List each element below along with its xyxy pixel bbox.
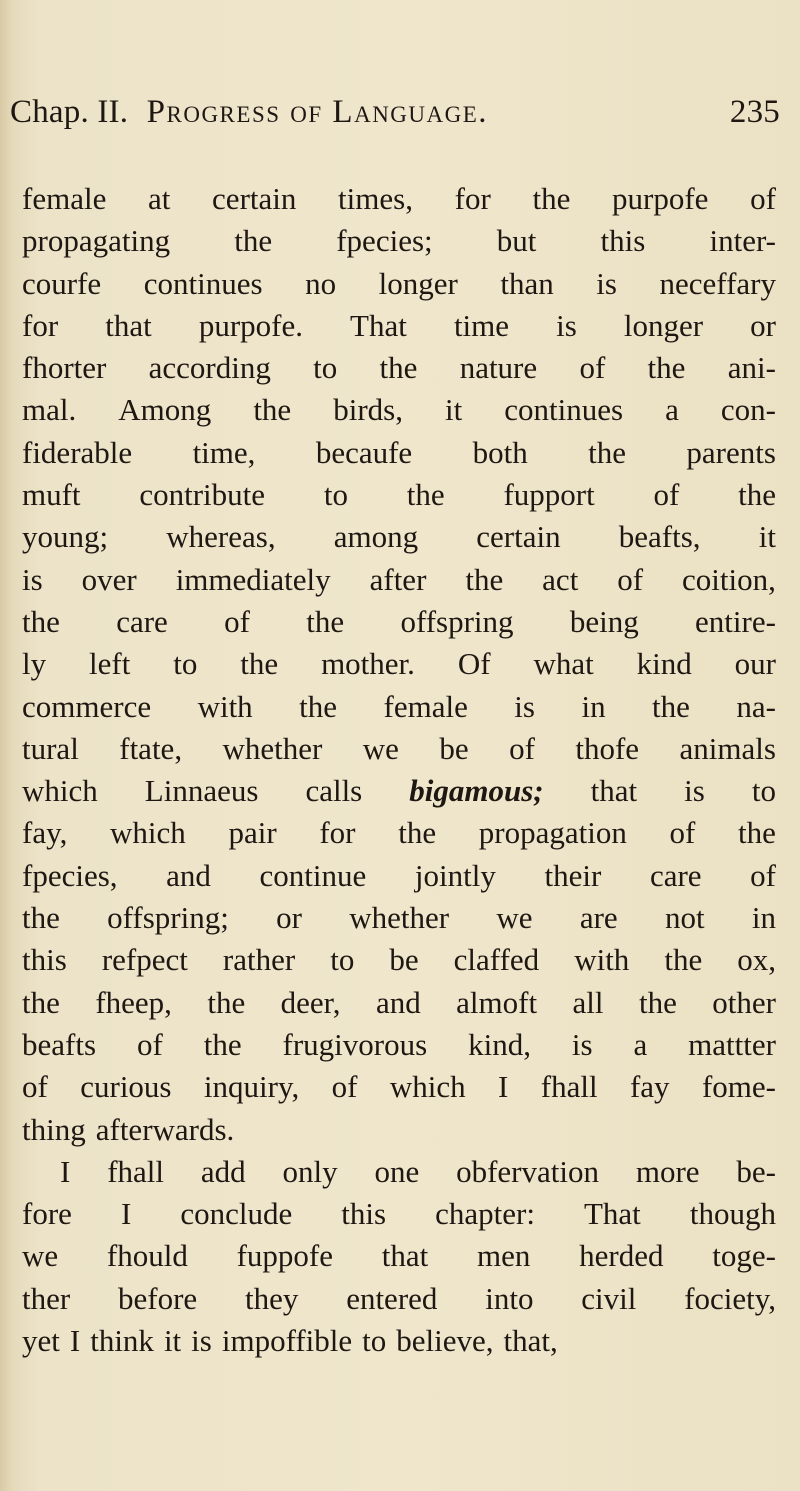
word: to — [362, 1323, 387, 1359]
text-line — [22, 516, 776, 558]
word: of — [136, 1026, 163, 1062]
word: in — [581, 688, 606, 724]
word: with — [197, 688, 253, 724]
word: we — [496, 900, 533, 936]
word: that, — [503, 1323, 558, 1359]
word: both — [472, 434, 528, 470]
word: the — [22, 603, 60, 639]
word: pair — [228, 815, 277, 851]
word: that — [590, 773, 638, 809]
page-number: 235 — [729, 94, 780, 130]
word: whereas, — [166, 519, 276, 555]
word: beafts — [22, 1026, 97, 1062]
word: Among — [118, 392, 212, 428]
word: purpofe. — [198, 307, 303, 343]
word: for — [454, 181, 491, 216]
word: I — [498, 1069, 509, 1105]
word: to — [330, 942, 355, 978]
text-line — [22, 559, 776, 601]
word: fore — [22, 1196, 72, 1232]
word: claffed — [453, 942, 540, 978]
word: thing — [22, 1111, 86, 1147]
word: of — [617, 561, 644, 597]
word: into — [485, 1280, 534, 1316]
running-title: Progress of Language. — [146, 94, 489, 130]
text-line — [22, 601, 776, 643]
word: whether — [349, 900, 450, 936]
body-text — [22, 178, 776, 1362]
word: for — [319, 815, 356, 851]
word: believe, — [396, 1323, 494, 1359]
word: mother. — [321, 646, 415, 682]
word: fuppofe — [236, 1238, 333, 1274]
text-line — [22, 812, 776, 854]
word: propagation — [478, 815, 627, 851]
word: with — [574, 942, 630, 978]
word: which — [389, 1069, 466, 1105]
word: propagating — [22, 223, 171, 259]
word: think — [90, 1323, 154, 1359]
word: than — [500, 265, 554, 301]
word: more — [635, 1153, 700, 1189]
word: deer, — [280, 984, 341, 1020]
word: after — [369, 561, 427, 597]
word: entered — [346, 1280, 438, 1316]
word: care — [116, 603, 168, 639]
word: fpecies, — [22, 857, 118, 893]
text-line — [22, 982, 776, 1024]
word: fupport — [503, 477, 595, 513]
word: courfe — [22, 265, 102, 301]
word: I — [69, 1323, 81, 1359]
word: animals — [679, 730, 776, 766]
word: the — [406, 477, 445, 513]
text-line — [22, 305, 776, 347]
word: of — [653, 477, 680, 513]
word: fiderable — [22, 434, 133, 470]
word: which — [22, 773, 98, 809]
word: ftate, — [119, 730, 183, 766]
word: care — [649, 857, 702, 893]
word: times, — [338, 181, 413, 216]
chapter-label: Chap. II. — [10, 94, 129, 130]
word: chapter: — [435, 1196, 535, 1232]
word: is — [684, 773, 705, 809]
word: thofe — [575, 730, 640, 766]
word: no — [305, 265, 337, 301]
word: this — [22, 942, 67, 978]
word: left — [89, 646, 131, 682]
word: fay — [629, 1069, 670, 1105]
word: be — [439, 730, 469, 766]
word: yet — [22, 1323, 60, 1359]
word: a — [633, 1026, 648, 1062]
word: con- — [720, 392, 776, 428]
word: becaufe — [315, 434, 413, 470]
word: this — [341, 1196, 387, 1232]
word: over — [81, 561, 137, 597]
word: other — [712, 984, 776, 1020]
word: ly — [22, 646, 47, 682]
word: the — [234, 223, 273, 259]
word: kind — [636, 646, 692, 682]
word: that — [105, 307, 152, 343]
word: our — [734, 646, 776, 682]
word: be- — [736, 1153, 776, 1189]
word: fhould — [106, 1238, 188, 1274]
word: only — [282, 1153, 338, 1189]
text-line — [22, 643, 776, 685]
word: of — [22, 1069, 48, 1105]
word: time, — [192, 434, 256, 470]
word: of — [224, 603, 250, 639]
word: offspring — [400, 603, 514, 639]
word: we — [22, 1238, 59, 1274]
word: longer — [378, 265, 458, 301]
word: of — [509, 730, 535, 766]
word: what — [533, 646, 594, 682]
word: the — [203, 1026, 242, 1062]
word: that — [381, 1238, 429, 1274]
word: the — [738, 477, 776, 513]
text-line — [22, 1024, 776, 1066]
word: purpofe — [612, 181, 709, 216]
text-line — [22, 1320, 776, 1362]
text-line — [22, 1109, 776, 1151]
word: Of — [457, 646, 491, 682]
word: herded — [579, 1238, 664, 1274]
word: men — [477, 1238, 531, 1274]
word: rather — [222, 942, 296, 978]
word: jointly — [414, 857, 496, 893]
text-line — [22, 728, 776, 770]
word: is — [571, 1026, 593, 1062]
word: parents — [686, 434, 776, 470]
word: whether — [222, 730, 323, 766]
running-head — [10, 88, 780, 136]
word: longer — [623, 307, 704, 343]
word: birds, — [333, 392, 403, 428]
word: it — [163, 1323, 182, 1359]
text-line — [22, 220, 776, 262]
word: entire- — [695, 603, 776, 639]
word: inter- — [709, 223, 776, 259]
word: That — [350, 307, 407, 343]
word: and — [166, 857, 211, 893]
word: the — [647, 350, 686, 386]
word: conclude — [180, 1196, 293, 1232]
word: which — [110, 815, 186, 851]
text-line — [22, 263, 776, 305]
word: young; — [22, 519, 109, 555]
word: impoffible — [221, 1323, 353, 1359]
word: of — [579, 350, 606, 386]
word: almoft — [456, 984, 538, 1020]
word: for — [22, 307, 59, 343]
text-line — [22, 686, 776, 728]
word: is — [22, 561, 43, 597]
word: certain — [476, 519, 561, 555]
word: time — [453, 307, 510, 343]
page-gutter — [0, 0, 14, 1491]
word: or — [750, 307, 776, 343]
word: according — [148, 350, 271, 386]
word: neceffary — [659, 265, 776, 301]
word: before — [118, 1280, 198, 1316]
word: though — [689, 1196, 776, 1232]
text-line — [22, 432, 776, 474]
text-line — [22, 389, 776, 431]
word: inquiry, — [203, 1069, 300, 1105]
word: commerce — [22, 688, 152, 724]
word: the — [664, 942, 703, 978]
word: this — [600, 223, 646, 259]
word: coition, — [682, 561, 776, 597]
paragraph — [22, 178, 776, 1151]
word: their — [544, 857, 602, 893]
word: beafts, — [618, 519, 701, 555]
word: refpect — [101, 942, 188, 978]
word: be — [389, 942, 419, 978]
word: one — [374, 1153, 420, 1189]
word: offspring; — [107, 900, 229, 936]
word: fheep, — [95, 984, 172, 1020]
word: afterwards. — [95, 1111, 235, 1147]
word: curious — [80, 1069, 172, 1105]
word: to — [323, 477, 348, 513]
word: of — [331, 1069, 358, 1105]
word: mal. — [22, 392, 77, 428]
word: female — [383, 688, 468, 724]
word: obfervation — [456, 1153, 599, 1189]
word: ox, — [737, 942, 776, 978]
word: I — [120, 1196, 132, 1232]
word: the — [379, 350, 418, 386]
word: are — [579, 900, 618, 936]
word: is — [514, 688, 535, 724]
text-line — [22, 897, 776, 939]
word: the — [253, 392, 292, 428]
word: tural — [22, 730, 79, 766]
word: or — [276, 900, 302, 936]
word: certain — [212, 181, 297, 216]
word: the — [588, 434, 627, 470]
word: the — [398, 815, 437, 851]
text-line — [22, 855, 776, 897]
word: it — [758, 519, 776, 555]
word: but — [496, 223, 537, 259]
word: the — [240, 646, 279, 682]
word: calls — [305, 773, 363, 809]
word: to — [173, 646, 198, 682]
word: the — [638, 984, 677, 1020]
word: Linnaeus — [144, 773, 259, 809]
word: mattter — [688, 1026, 776, 1062]
word: the — [299, 688, 338, 724]
word: kind, — [468, 1026, 531, 1062]
word: the — [652, 688, 690, 724]
word: the — [22, 984, 60, 1020]
text-line — [22, 1278, 776, 1320]
text-line — [22, 770, 776, 812]
word: it — [445, 392, 463, 428]
word: of — [750, 181, 776, 216]
word: female — [22, 181, 107, 216]
word: the — [465, 561, 504, 597]
word: act — [542, 561, 579, 597]
word: contribute — [139, 477, 266, 513]
word: we — [362, 730, 399, 766]
word: immediately — [175, 561, 331, 597]
word: frugivorous — [282, 1026, 428, 1062]
word: fpecies; — [336, 223, 433, 259]
word: to — [313, 350, 338, 386]
text-line — [22, 474, 776, 516]
text-line — [22, 1235, 776, 1277]
word: the — [532, 181, 571, 216]
text-line — [22, 1151, 776, 1193]
word: That — [583, 1196, 641, 1232]
text-line — [22, 178, 776, 220]
word: civil — [581, 1280, 637, 1316]
word: fhall — [540, 1069, 598, 1105]
word: and — [375, 984, 421, 1020]
text-line — [22, 347, 776, 389]
word: at — [148, 181, 171, 216]
word: fhall — [107, 1153, 164, 1189]
word: continue — [259, 857, 367, 893]
word: a — [665, 392, 679, 428]
word: in — [751, 900, 776, 936]
paragraph — [22, 1151, 776, 1362]
word: fhorter — [22, 350, 107, 386]
word: ani- — [727, 350, 776, 386]
word: the — [207, 984, 246, 1020]
word: is — [556, 307, 577, 343]
word: fome- — [701, 1069, 776, 1105]
word: bigamous; — [409, 773, 544, 809]
word: fay, — [22, 815, 68, 851]
word: add — [200, 1153, 246, 1189]
word: the — [306, 603, 345, 639]
word: fociety, — [684, 1280, 776, 1316]
word: continues — [143, 265, 263, 301]
word: being — [569, 603, 639, 639]
text-line — [22, 939, 776, 981]
text-line — [22, 1066, 776, 1108]
word: the — [738, 815, 776, 851]
word: not — [664, 900, 705, 936]
word: toge- — [712, 1238, 776, 1274]
word: nature — [459, 350, 538, 386]
word: na- — [736, 688, 776, 724]
word: to — [751, 773, 776, 809]
text-line — [22, 1193, 776, 1235]
word: they — [245, 1280, 299, 1316]
word: of — [669, 815, 696, 851]
word: continues — [504, 392, 624, 428]
word: ther — [22, 1280, 71, 1316]
word: all — [572, 984, 604, 1020]
word: I — [60, 1153, 71, 1189]
word: among — [333, 519, 419, 555]
word: is — [596, 265, 617, 301]
word: of — [750, 857, 776, 893]
word: is — [191, 1323, 212, 1359]
word: the — [22, 900, 60, 936]
word: muft — [22, 477, 81, 513]
